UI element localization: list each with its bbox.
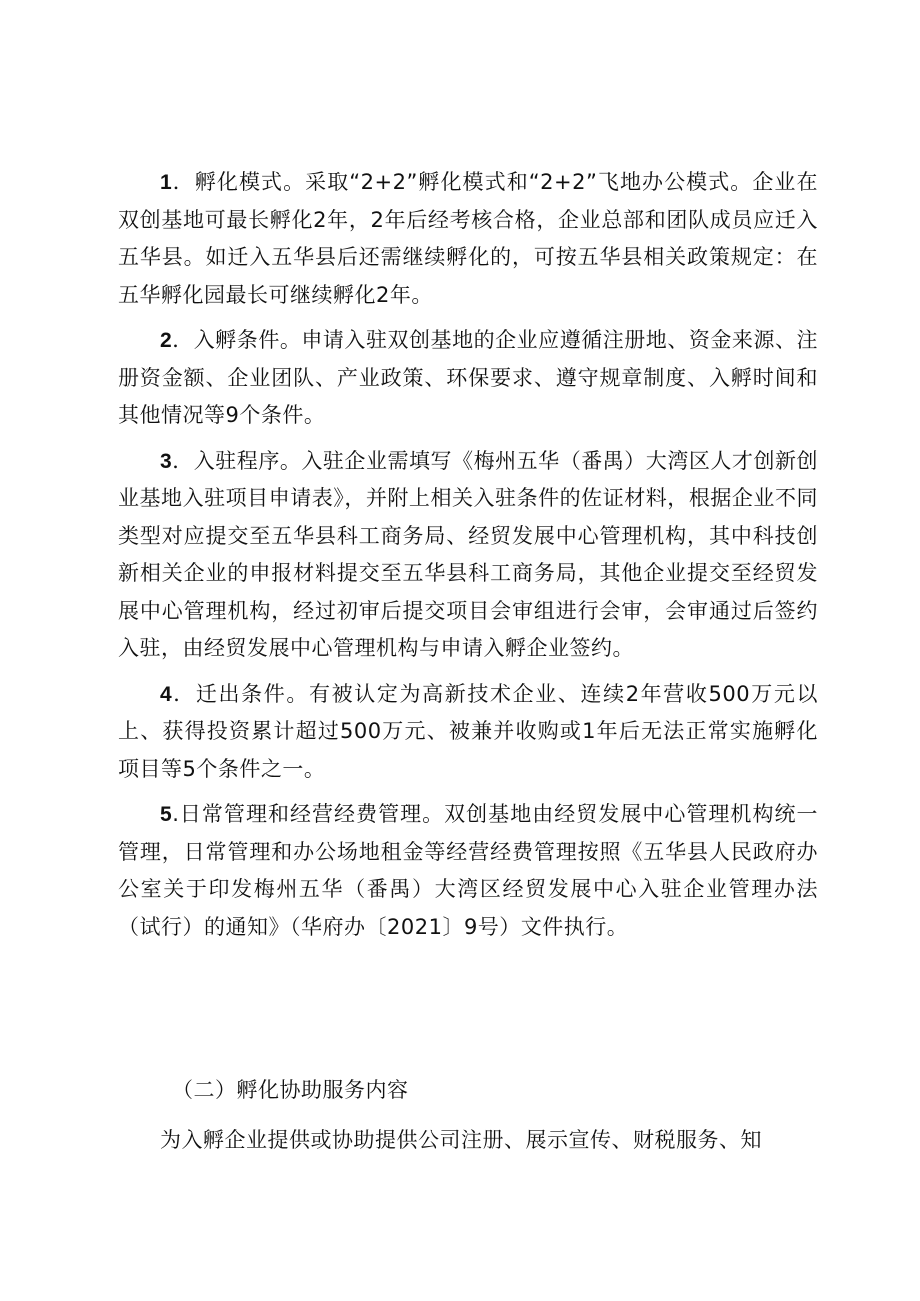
- section-subheading: （二）孵化协助服务内容: [172, 1078, 409, 1102]
- paragraph-4: [118, 676, 818, 789]
- body-text: [118, 164, 818, 946]
- paragraph-1: [118, 164, 818, 314]
- paragraph-text: ．迁出条件。有被认定为高新技术企业、连续2年营收500万元以上、获得投资累计超过500万元、被兼并收购或1年后无法正常实施孵化项目等5个条件之一。: [118, 681, 818, 781]
- item-number: 1: [160, 171, 173, 194]
- item-number: 4: [160, 682, 173, 706]
- paragraph-text: ．入驻程序。入驻企业需填写《梅州五华（番禺）大湾区人才创新创业基地入驻项目申请表》，并附上相关入驻条件的佐证材料，根据企业不同类型对应提交至五华县科工商务局、经贸发展中心管理机构，其中科技创新相关企业的申报材料提交至五华县科工商务局，其他企业提交至经贸发展中心管理机构，经过初审后提交项目会审组进行会审，会审通过后签约入驻，由经贸发展中心管理机构与申请入孵企业签约。: [118, 448, 818, 660]
- paragraph-text: ．孵化模式。采取“2+2”孵化模式和“2+2”飞地办公模式。企业在双创基地可最长孵化2年，2年后经考核合格，企业总部和团队成员应迁入五华县。如迁入五华县后还需继续孵化的，可按五华县相关政策规定：在五华孵化园最长可继续孵化2年。: [118, 170, 818, 307]
- item-number: 2: [160, 329, 173, 352]
- item-number: 5: [160, 803, 173, 826]
- paragraph-3: [118, 443, 818, 668]
- paragraph-6: 为入孵企业提供或协助提供公司注册、展示宣传、财税服务、知: [160, 1128, 762, 1152]
- paragraph-text: .日常管理和经营经费管理。双创基地由经贸发展中心管理机构统一管理，日常管理和办公场地租金等经营经费管理按照《五华县人民政府办公室关于印发梅州五华（番禺）大湾区经贸发展中心入驻企业管理办法（试行）的通知》（华府办〔2021〕9号）文件执行。: [118, 802, 818, 939]
- paragraph-text: ．入孵条件。申请入驻双创基地的企业应遵循注册地、资金来源、注册资金额、企业团队、产业政策、环保要求、遵守规章制度、入孵时间和其他情况等9个条件。: [118, 328, 818, 427]
- paragraph-5: [118, 796, 818, 946]
- item-number: 3: [160, 449, 173, 473]
- paragraph-2: [118, 322, 818, 435]
